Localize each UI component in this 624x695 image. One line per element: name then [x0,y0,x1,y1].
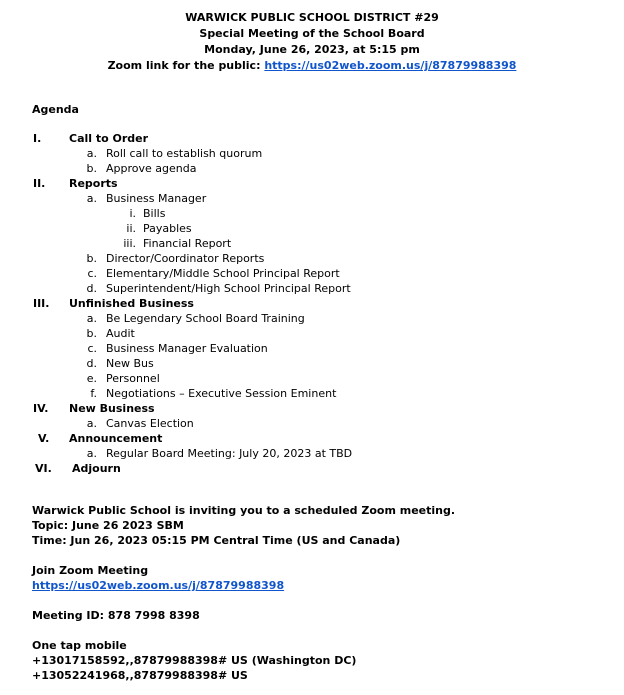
section-number: IV. [33,402,49,415]
join-zoom-link[interactable]: https://us02web.zoom.us/j/87879988398 [32,579,285,592]
section-label: New Business [69,402,155,415]
meeting-topic: Topic: June 26 2023 SBM [32,519,184,532]
item-label: Be Legendary School Board Training [106,312,305,325]
section-label: Unfinished Business [69,297,194,310]
item-letter: b. [86,162,97,175]
item-letter: a. [86,147,97,160]
spacer [32,548,612,563]
item-letter: f. [90,387,97,400]
subitem-numeral: i. [129,207,136,220]
section-label: Announcement [69,432,163,445]
item-label: Elementary/Middle School Principal Report [106,267,340,280]
document-header [0,10,624,74]
section-number: V. [38,432,50,445]
zoom-public-link[interactable]: https://us02web.zoom.us/j/87879988398 [264,59,517,72]
meeting-id: Meeting ID: 878 7998 8398 [32,609,200,622]
meeting-time: Time: Jun 26, 2023 05:15 PM Central Time (US and Canada) [32,534,401,547]
section-number: III. [33,297,50,310]
item-label: Audit [106,327,135,340]
item-label: New Bus [106,357,154,370]
one-tap-number-2: +13052241968,,87879988398# US [32,669,248,682]
subitem-label: Payables [143,222,192,235]
item-letter: a. [86,417,97,430]
item-label: Superintendent/High School Principal Report [106,282,351,295]
item-label: Roll call to establish quorum [106,147,263,160]
subitem-label: Financial Report [143,237,232,250]
spacer [32,593,612,608]
section-number: II. [33,177,46,190]
section-number: I. [33,132,42,145]
zoom-label: Zoom link for the public: [107,59,261,72]
section-label: Reports [69,177,118,190]
agenda-title: Agenda [32,103,79,116]
item-letter: d. [86,357,97,370]
item-letter: a. [86,312,97,325]
item-label: Director/Coordinator Reports [106,252,265,265]
section-label: Adjourn [72,462,121,475]
item-letter: a. [86,447,97,460]
section-number: VI. [35,462,52,475]
item-label: Approve agenda [106,162,197,175]
meeting-title: Special Meeting of the School Board [199,27,425,40]
one-tap-number-1: +13017158592,,87879988398# US (Washington DC) [32,654,357,667]
subitem-numeral: ii. [126,222,136,235]
item-label: Personnel [106,372,160,385]
item-label: Business Manager [106,192,207,205]
one-tap-label: One tap mobile [32,639,127,652]
subitem-numeral: iii. [123,237,136,250]
join-label: Join Zoom Meeting [32,564,149,577]
item-letter: c. [87,342,97,355]
zoom-invitation [32,503,612,683]
item-letter: e. [86,372,97,385]
join-link-line [32,578,612,593]
invite-text: Warwick Public School is inviting you to a scheduled Zoom meeting. [32,504,456,517]
item-letter: c. [87,267,97,280]
item-label: Negotiations – Executive Session Eminent [106,387,337,400]
zoom-line [0,58,624,74]
item-label: Canvas Election [106,417,194,430]
item-letter: b. [86,252,97,265]
district-title: WARWICK PUBLIC SCHOOL DISTRICT #29 [185,11,439,24]
meeting-date: Monday, June 26, 2023, at 5:15 pm [204,43,420,56]
spacer [32,623,612,638]
item-letter: a. [86,192,97,205]
subitem-label: Bills [143,207,166,220]
item-letter: d. [86,282,97,295]
item-label: Regular Board Meeting: July 20, 2023 at TBD [106,447,353,460]
section-label: Call to Order [69,132,149,145]
item-label: Business Manager Evaluation [106,342,268,355]
item-letter: b. [86,327,97,340]
